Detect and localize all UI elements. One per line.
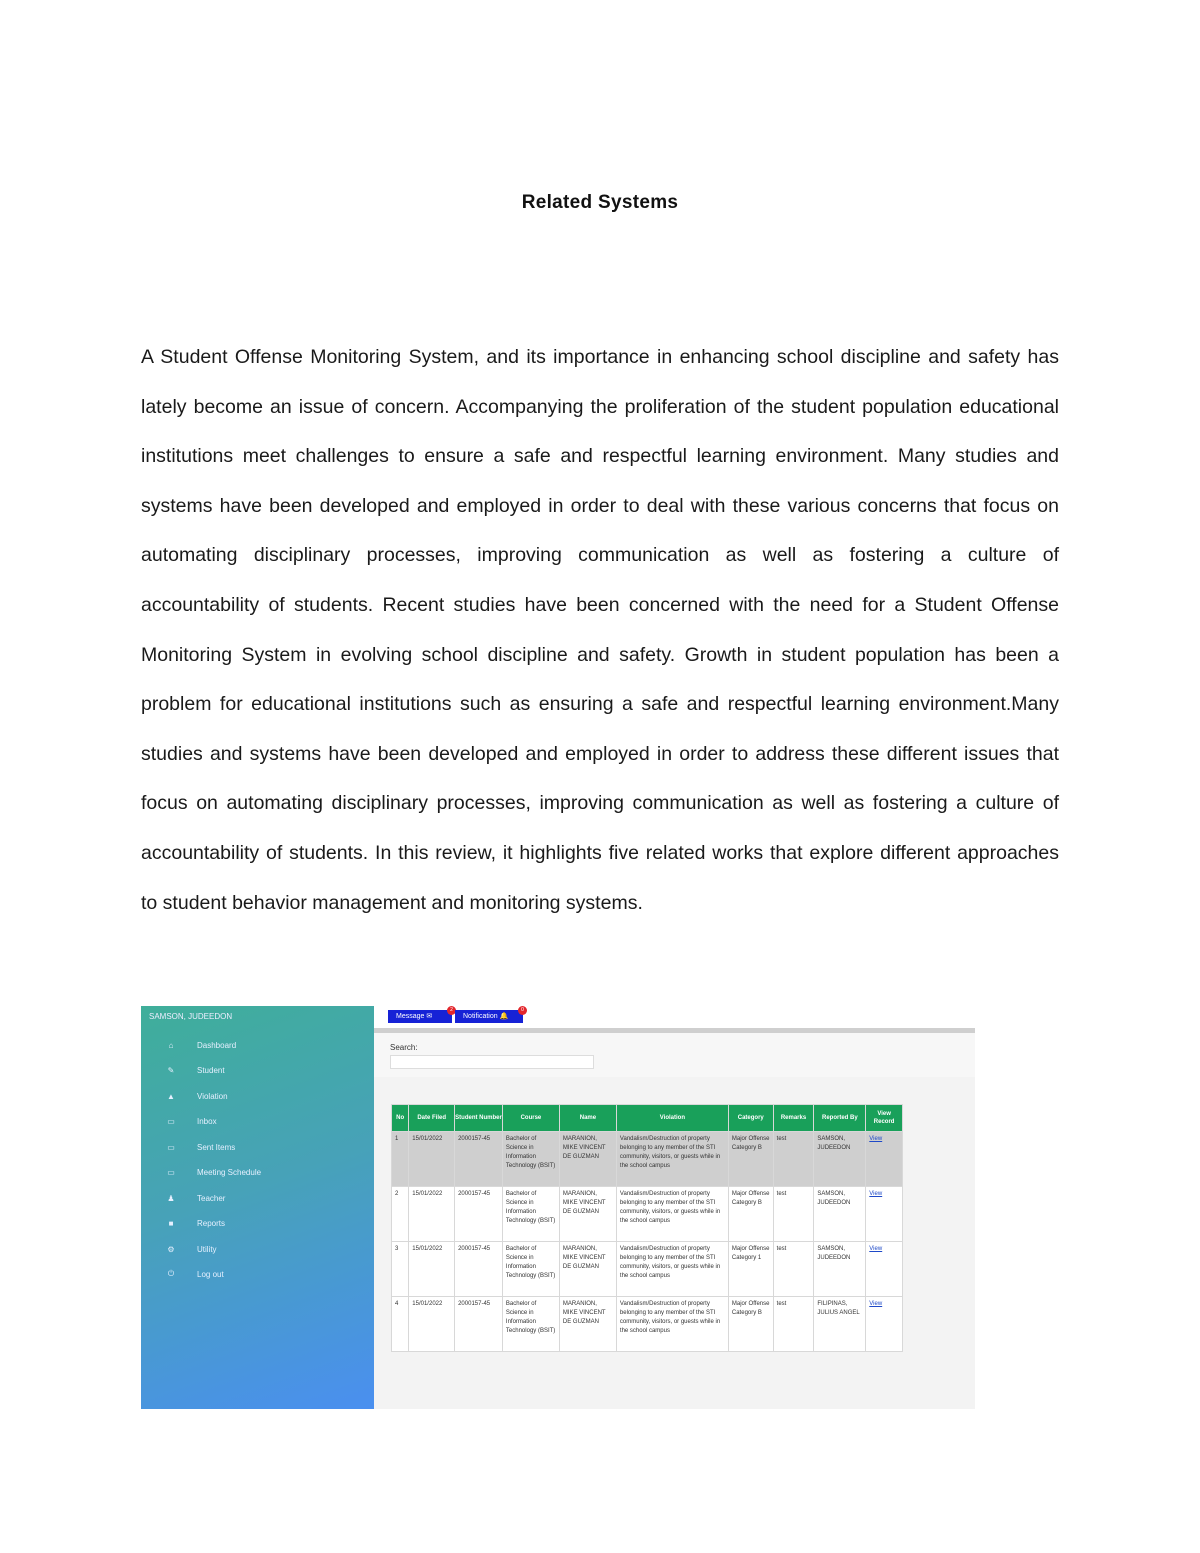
sidebar-item-violation[interactable] <box>167 1089 228 1103</box>
notifications-badge: 0 <box>518 1006 527 1015</box>
body-paragraph: A Student Offense Monitoring System, and its importance in enhancing school discipline and safety has lately become an issue of concern. Accompanying the proliferation of the student population educational institutions meet challenges to ensure a safe and respectful learning environment. Many studies and systems have been developed and employed in order to deal with these various concerns that focus on automating disciplinary processes, improving communication as well as fostering a culture of accountability of students. Recent studies have been concerned with the need for a Student Offense Monitoring System in evolving school discipline and safety. Growth in student population has been a problem for educational institutions such as ensuring a safe and respectful learning environment.Many studies and systems have been developed and employed in order to address these different issues that focus on automating disciplinary processes, improving communication as well as fostering a culture of accountability of students. In this review, it highlights five related works that explore different approaches to student behavior management and monitoring systems. <box>141 346 1059 914</box>
table-cell: Major Offense Category 1 <box>728 1242 773 1297</box>
column-header[interactable]: No <box>392 1105 409 1132</box>
notifications-button[interactable]: Notification 🔔 0 <box>455 1010 523 1023</box>
table-cell: 3 <box>392 1242 409 1297</box>
column-header[interactable]: Date Filed <box>409 1105 455 1132</box>
table-cell: Major Offense Category B <box>728 1297 773 1352</box>
sidebar-user-name: SAMSON, JUDEEDON <box>149 1012 233 1021</box>
table-cell: Bachelor of Science in Information Technology (BSIT) <box>502 1297 559 1352</box>
table-row[interactable] <box>392 1187 903 1242</box>
sidebar-item-teacher[interactable] <box>167 1191 225 1205</box>
home-icon: ⌂ <box>168 1040 174 1050</box>
search-area <box>374 1033 975 1077</box>
sidebar-item-utility[interactable] <box>167 1242 217 1256</box>
sidebar-item-label: Meeting Schedule <box>197 1167 262 1177</box>
table-cell: Vandalism/Destruction of property belonging to any member of the STI community, visitors, or guests while in the school campus <box>616 1242 728 1297</box>
search-label: Search: <box>390 1043 418 1052</box>
column-header[interactable]: Reported By <box>814 1105 866 1132</box>
messages-label: Message <box>396 1013 425 1020</box>
table-cell: FILIPINAS, JULIUS ANGEL <box>814 1297 866 1352</box>
student-icon: ✎ <box>167 1065 175 1075</box>
embedded-screenshot <box>141 1006 975 1409</box>
column-header[interactable]: Course <box>502 1105 559 1132</box>
column-header[interactable]: Category <box>728 1105 773 1132</box>
sidebar-item-reports[interactable] <box>167 1216 225 1230</box>
meeting-icon: ▭ <box>167 1167 175 1177</box>
column-header[interactable]: Name <box>559 1105 616 1132</box>
notifications-label: Notification <box>463 1013 498 1020</box>
table-cell: MARANION, MIKE VINCENT DE GUZMAN <box>559 1187 616 1242</box>
table-cell: SAMSON, JUDEEDON <box>814 1187 866 1242</box>
table-cell: SAMSON, JUDEEDON <box>814 1242 866 1297</box>
table-row[interactable] <box>392 1132 903 1187</box>
view-record-link[interactable]: View <box>866 1297 903 1352</box>
violation-icon: ▲ <box>167 1091 175 1101</box>
table-cell: 1 <box>392 1132 409 1187</box>
table-cell: Major Offense Category B <box>728 1187 773 1242</box>
table-cell: 15/01/2022 <box>409 1297 455 1352</box>
sidebar-item-label: Log out <box>197 1269 224 1279</box>
sidebar-item-label: Reports <box>197 1218 226 1228</box>
table-cell: 2 <box>392 1187 409 1242</box>
table-cell: Bachelor of Science in Information Technology (BSIT) <box>502 1132 559 1187</box>
sidebar-item-label: Dashboard <box>197 1040 237 1050</box>
sidebar-item-student[interactable] <box>167 1063 225 1077</box>
sidebar-item-meeting-schedule[interactable] <box>167 1165 261 1179</box>
table-header-row <box>392 1105 903 1132</box>
table-cell: Vandalism/Destruction of property belonging to any member of the STI community, visitors, or guests while in the school campus <box>616 1297 728 1352</box>
column-header[interactable]: Violation <box>616 1105 728 1132</box>
sidebar-item-label: Utility <box>197 1244 217 1254</box>
table-cell: Major Offense Category B <box>728 1132 773 1187</box>
sidebar-item-label: Teacher <box>197 1193 226 1203</box>
sidebar-item-label: Inbox <box>197 1116 217 1126</box>
column-header[interactable]: Student Number <box>455 1105 503 1132</box>
table-cell: 15/01/2022 <box>409 1187 455 1242</box>
table-cell: 2000157-45 <box>455 1132 503 1187</box>
table-row[interactable] <box>392 1297 903 1352</box>
table-cell: 15/01/2022 <box>409 1132 455 1187</box>
reports-icon: ■ <box>168 1218 174 1228</box>
table-cell: Vandalism/Destruction of property belonging to any member of the STI community, visitors, or guests while in the school campus <box>616 1132 728 1187</box>
table-cell: Vandalism/Destruction of property belonging to any member of the STI community, visitors, or guests while in the school campus <box>616 1187 728 1242</box>
table-cell: test <box>773 1187 814 1242</box>
view-record-link[interactable]: View <box>866 1242 903 1297</box>
table-row[interactable] <box>392 1242 903 1297</box>
search-input[interactable] <box>390 1055 594 1069</box>
table-cell: 2000157-45 <box>455 1242 503 1297</box>
messages-button[interactable]: Message ✉ 2 <box>388 1010 452 1023</box>
violation-records-table <box>391 1104 903 1352</box>
messages-badge: 2 <box>447 1006 456 1015</box>
table-cell: test <box>773 1242 814 1297</box>
sent-icon: ▭ <box>167 1142 175 1152</box>
table-cell: MARANION, MIKE VINCENT DE GUZMAN <box>559 1242 616 1297</box>
logout-icon: ⏻ <box>167 1269 175 1278</box>
table-cell: MARANION, MIKE VINCENT DE GUZMAN <box>559 1132 616 1187</box>
table-cell: test <box>773 1297 814 1352</box>
sidebar-item-label: Violation <box>197 1091 228 1101</box>
utility-icon: ⚙ <box>167 1244 175 1254</box>
table-cell: test <box>773 1132 814 1187</box>
sidebar-item-label: Student <box>197 1065 225 1075</box>
table-cell: Bachelor of Science in Information Technology (BSIT) <box>502 1242 559 1297</box>
sidebar <box>141 1006 374 1409</box>
sidebar-item-inbox[interactable] <box>167 1114 217 1128</box>
sidebar-item-sent-items[interactable] <box>167 1140 235 1154</box>
sidebar-item-label: Sent Items <box>197 1142 236 1152</box>
page-title: Related Systems <box>521 192 679 213</box>
column-header[interactable]: Remarks <box>773 1105 814 1132</box>
column-header[interactable]: View Record <box>866 1105 903 1132</box>
table-cell: Bachelor of Science in Information Technology (BSIT) <box>502 1187 559 1242</box>
table-cell: 4 <box>392 1297 409 1352</box>
table-cell: 15/01/2022 <box>409 1242 455 1297</box>
view-record-link[interactable]: View <box>866 1132 903 1187</box>
table-cell: 2000157-45 <box>455 1187 503 1242</box>
sidebar-item-dashboard[interactable] <box>167 1038 236 1052</box>
table-cell: 2000157-45 <box>455 1297 503 1352</box>
view-record-link[interactable]: View <box>866 1187 903 1242</box>
table-cell: SAMSON, JUDEEDON <box>814 1132 866 1187</box>
sidebar-item-logout[interactable] <box>167 1267 224 1281</box>
top-bar <box>374 1006 975 1028</box>
main-panel <box>374 1006 975 1409</box>
inbox-icon: ▭ <box>167 1116 175 1126</box>
table-cell: MARANION, MIKE VINCENT DE GUZMAN <box>559 1297 616 1352</box>
teacher-icon: ♟ <box>167 1193 175 1203</box>
